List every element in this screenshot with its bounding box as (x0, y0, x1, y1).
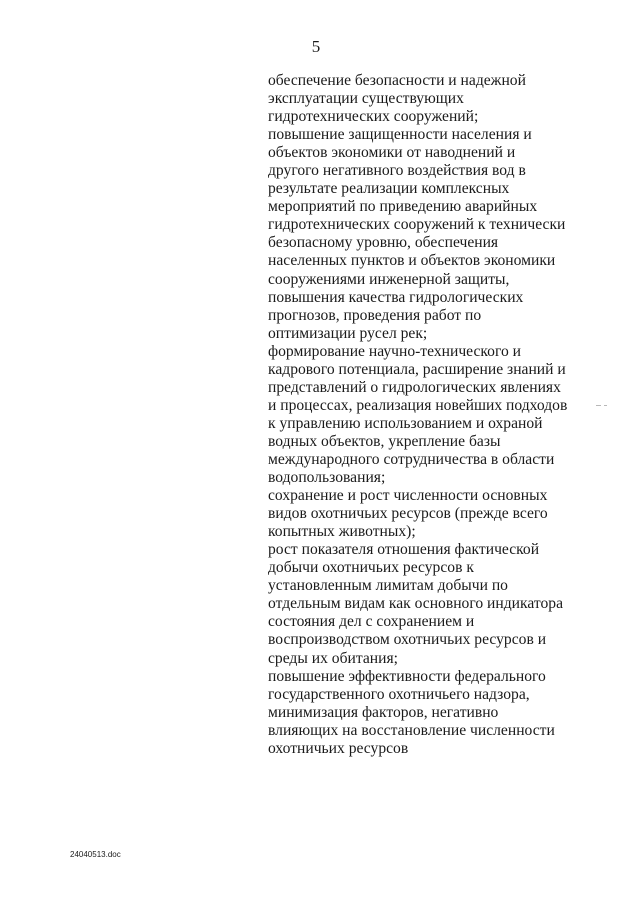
text-line: отдельным видам как основного индикатора (268, 595, 564, 613)
text-line: водопользования; (268, 469, 386, 487)
text-line: представлений о гидрологических явлениях (268, 378, 561, 396)
text-line: копытных животных); (268, 523, 416, 541)
text-line: рост показателя отношения фактической (268, 541, 540, 559)
page-number: 5 (311, 37, 321, 56)
text-line: и процессах, реализация новейших подходов (268, 396, 568, 414)
text-line: видов охотничьих ресурсов (прежде всего (268, 505, 548, 523)
text-line: государственного охотничьего надзора, (268, 685, 530, 703)
text-line: прогнозов, проведения работ по (268, 306, 482, 324)
text-line: сохранение и рост численности основных (268, 487, 548, 505)
text-line: мероприятий по приведению аварийных (268, 198, 538, 216)
scan-speck (604, 405, 607, 406)
text-line: международного сотрудничества в области (268, 450, 555, 468)
text-line: кадрового потенциала, расширение знаний и (268, 360, 566, 378)
text-line: результате реализации комплексных (268, 180, 510, 198)
text-line: добычи охотничьих ресурсов к (268, 559, 474, 577)
text-line: охотничьих ресурсов (268, 739, 409, 757)
text-line: объектов экономики от наводнений и (268, 144, 516, 162)
text-line: эксплуатации существующих (268, 90, 464, 108)
text-line: населенных пунктов и объектов экономики (268, 252, 556, 270)
text-line: повышения качества гидрологических (268, 288, 524, 306)
text-line: установленным лимитам добычи по (268, 577, 508, 595)
text-line: гидротехнических сооружений; (268, 108, 479, 126)
text-line: другого негативного воздействия вод в (268, 162, 526, 180)
text-line: безопасному уровню, обеспечения (268, 234, 499, 252)
text-line: повышение эффективности федерального (268, 667, 546, 685)
document-filename: 24040513.doc (70, 850, 121, 859)
text-line: минимизация факторов, негативно (268, 703, 499, 721)
text-line: гидротехнических сооружений к технически (268, 216, 566, 234)
text-line: формирование научно-технического и (268, 342, 522, 360)
scan-speck (596, 405, 601, 406)
body-text (268, 72, 598, 758)
text-line: к управлению использованием и охраной (268, 414, 543, 432)
text-line: оптимизации русел рек; (268, 324, 428, 342)
text-line: влияющих на восстановление численности (268, 721, 555, 739)
text-line: воспроизводством охотничьих ресурсов и (268, 631, 547, 649)
text-line: повышение защищенности населения и (268, 126, 532, 144)
text-line: водных объектов, укрепление базы (268, 432, 501, 450)
text-line: сооружениями инженерной защиты, (268, 270, 510, 288)
text-line: среды их обитания; (268, 649, 398, 667)
text-line: обеспечение безопасности и надежной (268, 72, 526, 89)
text-line: состояния дел с сохранением и (268, 613, 475, 631)
